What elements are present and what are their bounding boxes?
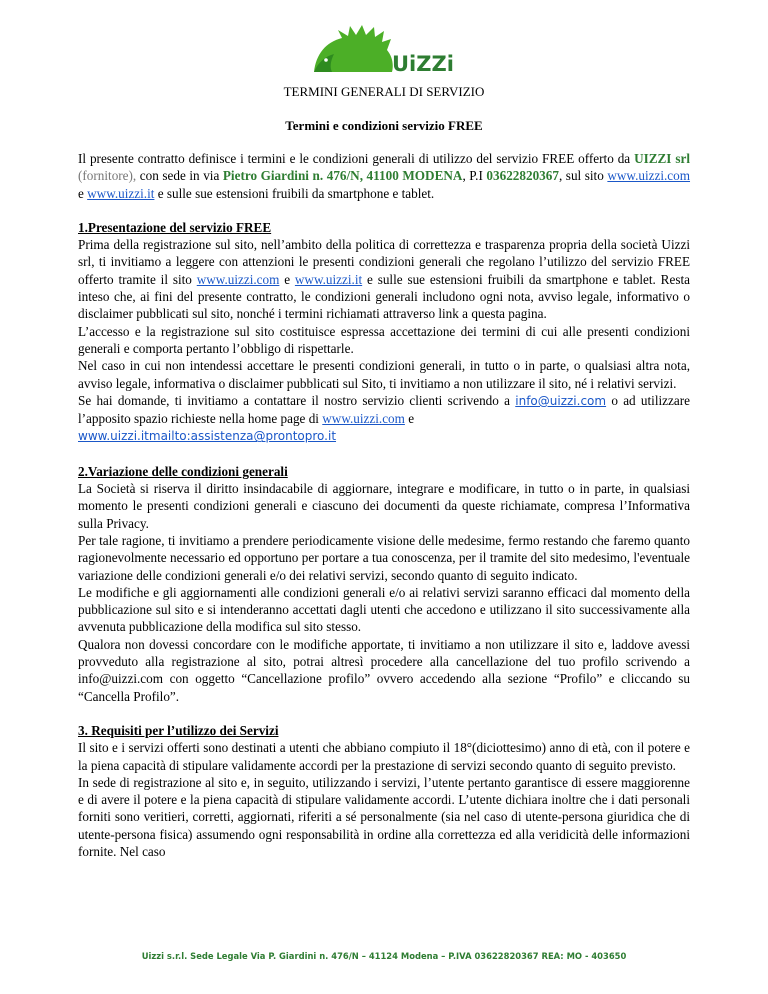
logo-text: UiZZi (392, 52, 454, 76)
link-uizzi-com[interactable]: www.uizzi.com (322, 411, 405, 427)
company-vat: 03622820367 (486, 168, 559, 184)
section-1-paragraph-3: Nel caso in cui non intendessi accettare le presenti condizioni generali, in tutto o in parte, o qualsiasi altra nota, avviso legale, informativa o disclaimer pubblicati sul Sito, ti invitiamo a non utilizzare il sito, né i relativi servizi. (78, 358, 690, 391)
uizzi-logo (308, 24, 458, 76)
section-3-heading: 3. Requisiti per l’utilizzo dei Servizi (78, 722, 279, 738)
section-1-heading: 1.Presentazione del servizio FREE (78, 219, 272, 235)
link-uizzi-com[interactable]: www.uizzi.com (196, 271, 280, 287)
link-uizzi-it-mailto[interactable]: www.uizzi.itmailto:assistenza@prontopro.it (78, 429, 337, 444)
section-2-paragraph-2: Per tale ragione, ti invitiamo a prendere periodicamente visione delle medesime, fermo restando che faremo quanto ragionevolmente necessario ed opportuno per portare a tua conoscenza, per il tramite del sito medesimo, l'eventuale variazione delle condizioni generali e/o dei relativi servizi, secondo quanto di seguito indicato. (78, 532, 690, 583)
section-1-paragraph-4: Se hai domande, ti invitiamo a contattare il nostro servizio clienti scrivendo a info@uizzi.com o ad utilizzare l’apposito spazio richieste nella home page di www.uizzi.com e www.uizzi.itmailto:assistenza@prontopro.it (78, 392, 690, 444)
link-uizzi-it[interactable]: www.uizzi.it (294, 271, 363, 287)
document-subtitle: Termini e condizioni servizio FREE (285, 118, 483, 133)
link-uizzi-com[interactable]: www.uizzi.com (607, 168, 691, 184)
document-title: TERMINI GENERALI DI SERVIZIO (283, 84, 485, 99)
company-name: UIZZI srl (634, 151, 690, 166)
page-footer: Uizzi s.r.l. Sede Legale Via P. Giardini n. 476/N – 41124 Modena – P.IVA 03622820367 REA: MO - 403650 (141, 951, 627, 961)
section-3-paragraph-2: In sede di registrazione al sito e, in seguito, utilizzando i servizi, l’utente pertanto garantisce di essere maggiorenne e di avere il potere e la piena capacità di stipulare validamente accordi. L’utente dichiara inoltre che i dati personali forniti sono veritieri, corretti, aggiornati, riferiti a sé personalmente (sia nel caso di utente-persona giuridica che di utente-persona fisica) assumendo ogni responsabilità in ordine alla correttezza ed alla veridicità delle informazioni fornite. Nel caso (78, 774, 690, 859)
company-address: Pietro Giardini n. 476/N, 41100 MODENA (222, 168, 463, 184)
link-uizzi-it[interactable]: www.uizzi.it (87, 185, 155, 201)
section-2-paragraph-1: La Società si riserva il diritto insindacabile di aggiornare, integrare e modificare, in tutto o in parte, in qualsiasi momento le presenti condizioni generali e ciascuno dei documenti da queste richiamate, compresa l’Informativa sulla Privacy. (78, 481, 690, 531)
section-2-paragraph-3: Le modifiche e gli aggiornamenti alle condizioni generali e/o ai relativi servizi saranno efficaci dal momento della pubblicazione sul sito e si intenderanno accettati dagli utenti che accedono e utilizzano il sito successivamente alla avvenuta pubblicazione della modifica sul sito stesso. (78, 584, 690, 635)
section-1-paragraph-1: Prima della registrazione sul sito, nell’ambito della politica di correttezza e trasparenza propria della società Uizzi srl, ti invitiamo a leggere con attenzioni le presenti condizioni generali che regolano l’utilizzo del servizio FREE offerto tramite il sito www.uizzi.com e www.uizzi.it e sulle sue estensioni fruibili da smartphone e tablet. Resta inteso che, ai fini del presente contratto, le condizioni generali includono ogni nota, avviso legale, informativo o disclaimer pubblicati sul sito, nonché i termini richiamati attraverso link a questa pagina. (78, 237, 690, 322)
intro-paragraph: Il presente contratto definisce i termini e le condizioni generali di utilizzo del servizio FREE offerto da UIZZI srl (fornitore), con sede in via Pietro Giardini n. 476/N, 41100 MODENA, P.I 03622820367, sul sito www.uizzi.com e www.uizzi.it e sulle sue estensioni fruibili da smartphone e tablet. (78, 151, 691, 201)
document-body (78, 150, 690, 860)
section-2-paragraph-4: Qualora non dovessi concordare con le modifiche apportate, ti invitiamo a non utilizzare il sito e, laddove avessi provveduto alla registrazione al sito, potrai altresì procedere alla cancellazione del tuo profilo scrivendo a info@uizzi.com con oggetto “Cancellazione profilo” ovvero accedendo alla sezione “Profilo” e cliccando su “Cancella Profilo”. (78, 636, 690, 704)
section-1-paragraph-2: L’accesso e la registrazione sul sito costituisce espressa accettazione dei termini di cui alle presenti condizioni generali e comporta pertanto l’obbligo di rispettarle. (78, 323, 690, 356)
section-3-paragraph-1: Il sito e i servizi offerti sono destinati a utenti che abbiano compiuto il 18°(diciottesimo) anno di età, con il potere e la piena capacità di stipulare validamente accordi per la prestazione di servizi secondo quanto di seguito previsto. (78, 740, 690, 773)
section-2-heading: 2.Variazione delle condizioni generali (78, 463, 288, 479)
email-link[interactable]: info@uizzi.com (515, 393, 607, 408)
